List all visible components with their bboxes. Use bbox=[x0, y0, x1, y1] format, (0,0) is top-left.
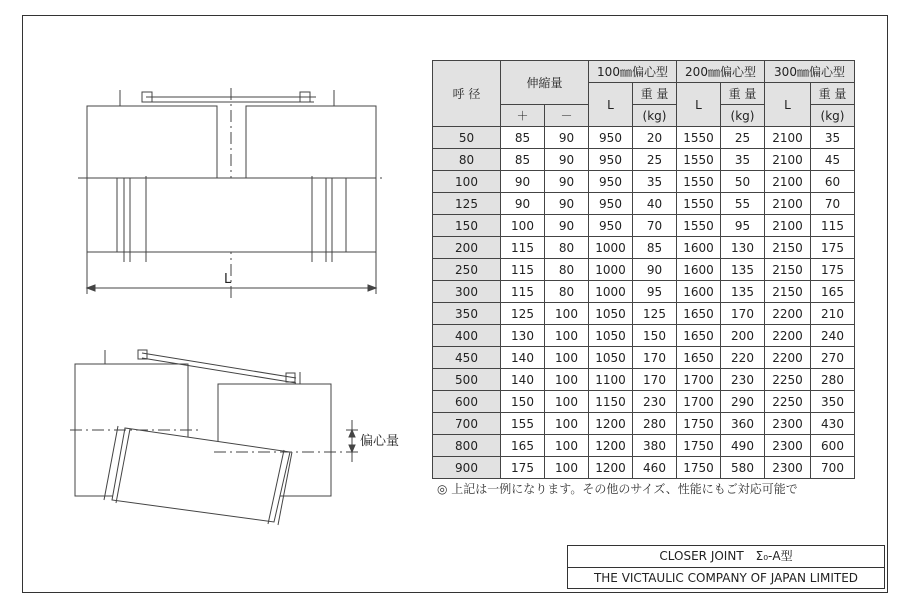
table-cell: 1000 bbox=[589, 281, 633, 303]
table-cell: 125 bbox=[501, 303, 545, 325]
table-cell: 200 bbox=[721, 325, 765, 347]
table-cell: 95 bbox=[633, 281, 677, 303]
table-cell: 90 bbox=[545, 149, 589, 171]
table-cell: 95 bbox=[721, 215, 765, 237]
header-expansion: 伸縮量 bbox=[501, 61, 589, 105]
header-offset-300: 300㎜偏心型 bbox=[765, 61, 855, 83]
table-cell: 100 bbox=[501, 215, 545, 237]
table-cell: 170 bbox=[633, 369, 677, 391]
header-offset-200: 200㎜偏心型 bbox=[677, 61, 765, 83]
table-cell: 55 bbox=[721, 193, 765, 215]
table-cell: 80 bbox=[545, 237, 589, 259]
table-cell: 125 bbox=[633, 303, 677, 325]
header-L: L bbox=[765, 83, 811, 127]
table-row bbox=[433, 435, 855, 457]
table-cell: 90 bbox=[501, 171, 545, 193]
table-row bbox=[433, 149, 855, 171]
row-diameter: 80 bbox=[433, 149, 501, 171]
table-cell: 135 bbox=[721, 281, 765, 303]
table-row bbox=[433, 413, 855, 435]
table-cell: 950 bbox=[589, 149, 633, 171]
table-row bbox=[433, 325, 855, 347]
table-cell: 100 bbox=[545, 457, 589, 479]
table-cell: 360 bbox=[721, 413, 765, 435]
table-cell: 40 bbox=[633, 193, 677, 215]
row-diameter: 250 bbox=[433, 259, 501, 281]
header-L: L bbox=[677, 83, 721, 127]
table-cell: 1650 bbox=[677, 325, 721, 347]
table-cell: 1100 bbox=[589, 369, 633, 391]
table-cell: 2300 bbox=[765, 435, 811, 457]
table-cell: 175 bbox=[811, 237, 855, 259]
table-cell: 280 bbox=[633, 413, 677, 435]
table-cell: 35 bbox=[811, 127, 855, 149]
table-cell: 230 bbox=[633, 391, 677, 413]
table-cell: 2200 bbox=[765, 325, 811, 347]
row-diameter: 500 bbox=[433, 369, 501, 391]
table-row bbox=[433, 303, 855, 325]
table-cell: 2200 bbox=[765, 347, 811, 369]
table-cell: 45 bbox=[811, 149, 855, 171]
table-cell: 1750 bbox=[677, 457, 721, 479]
table-cell: 25 bbox=[721, 127, 765, 149]
table-cell: 2250 bbox=[765, 391, 811, 413]
table-cell: 90 bbox=[633, 259, 677, 281]
header-offset-100: 100㎜偏心型 bbox=[589, 61, 677, 83]
table-cell: 35 bbox=[633, 171, 677, 193]
header-weight: 重 量 bbox=[721, 83, 765, 105]
table-cell: 100 bbox=[545, 435, 589, 457]
table-cell: 1600 bbox=[677, 237, 721, 259]
table-row bbox=[433, 391, 855, 413]
table-cell: 1200 bbox=[589, 413, 633, 435]
table-cell: 25 bbox=[633, 149, 677, 171]
header-plus: ＋ bbox=[501, 105, 545, 127]
table-cell: 1050 bbox=[589, 325, 633, 347]
header-L: L bbox=[589, 83, 633, 127]
table-cell: 140 bbox=[501, 347, 545, 369]
table-cell: 950 bbox=[589, 193, 633, 215]
table-cell: 150 bbox=[633, 325, 677, 347]
table-cell: 115 bbox=[501, 281, 545, 303]
table-cell: 100 bbox=[545, 325, 589, 347]
table-cell: 580 bbox=[721, 457, 765, 479]
table-cell: 1050 bbox=[589, 303, 633, 325]
table-cell: 1000 bbox=[589, 237, 633, 259]
table-cell: 280 bbox=[811, 369, 855, 391]
table-row bbox=[433, 237, 855, 259]
straight-joint-drawing bbox=[78, 88, 386, 300]
table-cell: 270 bbox=[811, 347, 855, 369]
table-cell: 85 bbox=[633, 237, 677, 259]
table-cell: 85 bbox=[501, 127, 545, 149]
table-cell: 1550 bbox=[677, 149, 721, 171]
table-cell: 230 bbox=[721, 369, 765, 391]
table-cell: 2250 bbox=[765, 369, 811, 391]
table-cell: 100 bbox=[545, 391, 589, 413]
product-name: CLOSER JOINT Σ₀-A型 bbox=[568, 546, 884, 568]
table-cell: 1650 bbox=[677, 347, 721, 369]
table-cell: 170 bbox=[633, 347, 677, 369]
row-diameter: 400 bbox=[433, 325, 501, 347]
table-cell: 70 bbox=[811, 193, 855, 215]
table-cell: 80 bbox=[545, 281, 589, 303]
table-cell: 90 bbox=[545, 193, 589, 215]
table-cell: 2150 bbox=[765, 281, 811, 303]
table-cell: 130 bbox=[721, 237, 765, 259]
table-cell: 155 bbox=[501, 413, 545, 435]
table-cell: 85 bbox=[501, 149, 545, 171]
table-cell: 240 bbox=[811, 325, 855, 347]
table-cell: 115 bbox=[501, 259, 545, 281]
table-cell: 140 bbox=[501, 369, 545, 391]
table-row bbox=[433, 215, 855, 237]
table-cell: 1600 bbox=[677, 259, 721, 281]
table-cell: 2100 bbox=[765, 193, 811, 215]
table-cell: 100 bbox=[545, 413, 589, 435]
row-diameter: 700 bbox=[433, 413, 501, 435]
header-kg: (kg) bbox=[721, 105, 765, 127]
table-cell: 950 bbox=[589, 215, 633, 237]
table-cell: 150 bbox=[501, 391, 545, 413]
table-cell: 1750 bbox=[677, 435, 721, 457]
table-cell: 1650 bbox=[677, 303, 721, 325]
table-cell: 380 bbox=[633, 435, 677, 457]
table-cell: 2150 bbox=[765, 259, 811, 281]
table-cell: 100 bbox=[545, 347, 589, 369]
row-diameter: 50 bbox=[433, 127, 501, 149]
spec-table-body bbox=[433, 127, 855, 479]
company-name: THE VICTAULIC COMPANY OF JAPAN LIMITED bbox=[593, 571, 859, 585]
table-row bbox=[433, 281, 855, 303]
table-cell: 460 bbox=[633, 457, 677, 479]
table-cell: 1150 bbox=[589, 391, 633, 413]
table-cell: 115 bbox=[811, 215, 855, 237]
header-weight: 重 量 bbox=[633, 83, 677, 105]
table-cell: 165 bbox=[811, 281, 855, 303]
table-cell: 100 bbox=[545, 303, 589, 325]
row-diameter: 150 bbox=[433, 215, 501, 237]
row-diameter: 450 bbox=[433, 347, 501, 369]
spec-table bbox=[432, 60, 855, 479]
title-block bbox=[567, 545, 885, 589]
table-cell: 35 bbox=[721, 149, 765, 171]
table-cell: 2300 bbox=[765, 413, 811, 435]
table-cell: 175 bbox=[501, 457, 545, 479]
table-cell: 700 bbox=[811, 457, 855, 479]
table-cell: 90 bbox=[545, 171, 589, 193]
header-minus: － bbox=[545, 105, 589, 127]
table-cell: 2200 bbox=[765, 303, 811, 325]
table-cell: 20 bbox=[633, 127, 677, 149]
offset-joint-drawing bbox=[70, 350, 358, 525]
table-cell: 350 bbox=[811, 391, 855, 413]
table-cell: 950 bbox=[589, 171, 633, 193]
table-cell: 170 bbox=[721, 303, 765, 325]
table-cell: 2100 bbox=[765, 171, 811, 193]
table-cell: 70 bbox=[633, 215, 677, 237]
row-diameter: 350 bbox=[433, 303, 501, 325]
table-cell: 80 bbox=[545, 259, 589, 281]
table-cell: 1050 bbox=[589, 347, 633, 369]
row-diameter: 300 bbox=[433, 281, 501, 303]
table-cell: 175 bbox=[811, 259, 855, 281]
table-row bbox=[433, 171, 855, 193]
row-diameter: 900 bbox=[433, 457, 501, 479]
table-cell: 1550 bbox=[677, 127, 721, 149]
row-diameter: 600 bbox=[433, 391, 501, 413]
table-cell: 600 bbox=[811, 435, 855, 457]
table-cell: 90 bbox=[545, 127, 589, 149]
table-cell: 2100 bbox=[765, 149, 811, 171]
table-cell: 210 bbox=[811, 303, 855, 325]
table-cell: 1550 bbox=[677, 171, 721, 193]
table-row bbox=[433, 347, 855, 369]
table-cell: 1200 bbox=[589, 435, 633, 457]
table-cell: 2100 bbox=[765, 215, 811, 237]
table-row bbox=[433, 259, 855, 281]
table-cell: 290 bbox=[721, 391, 765, 413]
table-cell: 1000 bbox=[589, 259, 633, 281]
length-dimension-label: L bbox=[224, 272, 232, 287]
footnote: ◎ 上記は一例になります。その他のサイズ、性能にもご対応可能で bbox=[437, 482, 798, 496]
row-diameter: 200 bbox=[433, 237, 501, 259]
table-cell: 1700 bbox=[677, 369, 721, 391]
table-cell: 115 bbox=[501, 237, 545, 259]
table-cell: 950 bbox=[589, 127, 633, 149]
table-cell: 1550 bbox=[677, 193, 721, 215]
table-cell: 1550 bbox=[677, 215, 721, 237]
table-cell: 2150 bbox=[765, 237, 811, 259]
table-cell: 165 bbox=[501, 435, 545, 457]
table-cell: 430 bbox=[811, 413, 855, 435]
row-diameter: 100 bbox=[433, 171, 501, 193]
table-cell: 60 bbox=[811, 171, 855, 193]
table-cell: 1750 bbox=[677, 413, 721, 435]
table-cell: 490 bbox=[721, 435, 765, 457]
table-cell: 1700 bbox=[677, 391, 721, 413]
row-diameter: 800 bbox=[433, 435, 501, 457]
row-diameter: 125 bbox=[433, 193, 501, 215]
table-cell: 2100 bbox=[765, 127, 811, 149]
table-cell: 1600 bbox=[677, 281, 721, 303]
table-row bbox=[433, 127, 855, 149]
header-weight: 重 量 bbox=[811, 83, 855, 105]
table-cell: 130 bbox=[501, 325, 545, 347]
table-cell: 2300 bbox=[765, 457, 811, 479]
table-row bbox=[433, 369, 855, 391]
header-kg: (kg) bbox=[633, 105, 677, 127]
table-cell: 90 bbox=[545, 215, 589, 237]
table-cell: 50 bbox=[721, 171, 765, 193]
table-row bbox=[433, 457, 855, 479]
header-diameter: 呼 径 bbox=[433, 61, 501, 127]
table-cell: 220 bbox=[721, 347, 765, 369]
header-kg: (kg) bbox=[811, 105, 855, 127]
table-cell: 100 bbox=[545, 369, 589, 391]
table-cell: 90 bbox=[501, 193, 545, 215]
offset-dimension-label: 偏心量 bbox=[360, 434, 400, 449]
table-cell: 135 bbox=[721, 259, 765, 281]
table-cell: 1200 bbox=[589, 457, 633, 479]
table-row bbox=[433, 193, 855, 215]
